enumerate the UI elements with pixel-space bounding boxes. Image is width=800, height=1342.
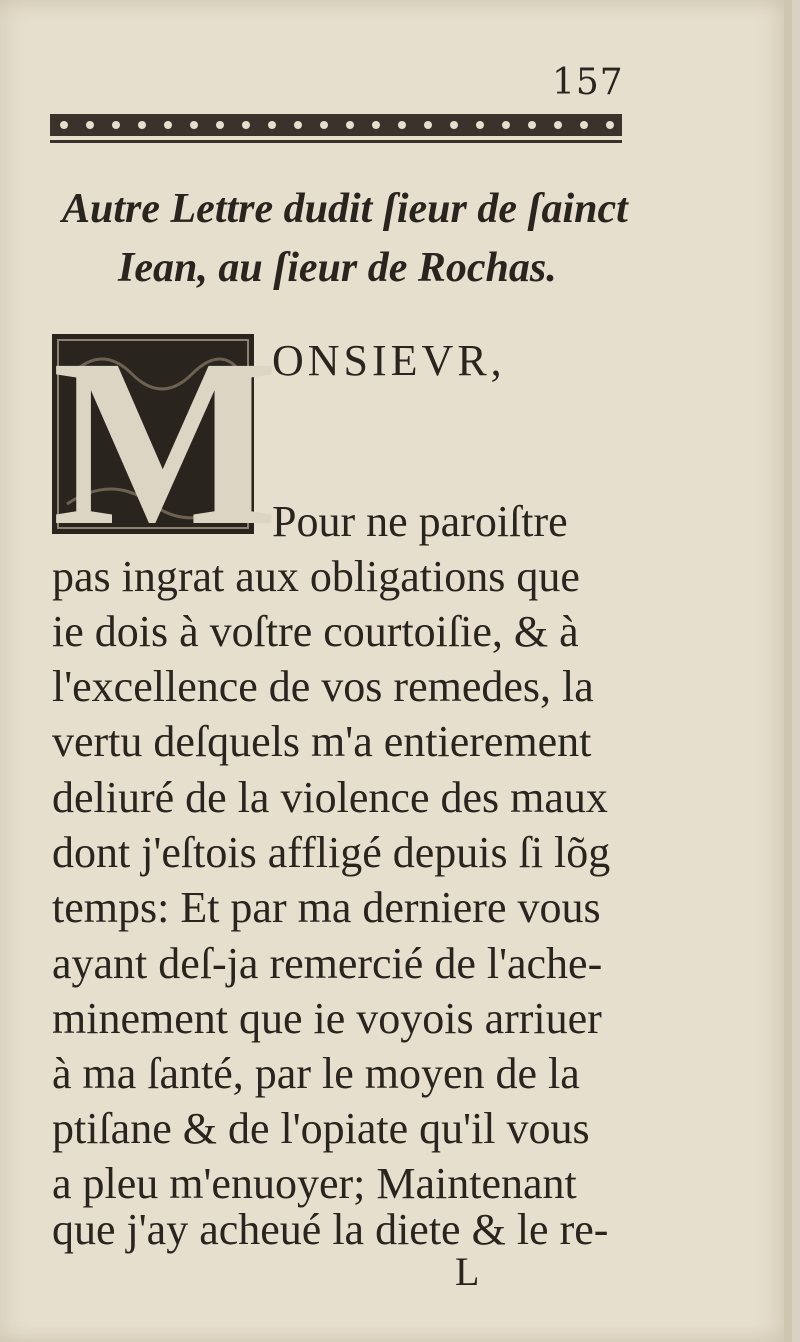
body-line: minement que ie voyois arriuer xyxy=(52,994,602,1043)
body-line: pas ingrat aux obligations que xyxy=(52,552,580,601)
body-line: l'excellence de vos remedes, la xyxy=(52,662,594,711)
body-line: temps: Et par ma derniere vous xyxy=(52,883,601,932)
body-line: dont j'eſtois affligé depuis ſi lõg xyxy=(52,828,611,877)
letter-heading-line-1: Autre Lettre dudit ſieur de ſainct xyxy=(62,186,628,232)
body-line: vertu deſquels m'a entierement xyxy=(52,717,592,766)
body-line: ptiſane & de l'opiate qu'il vous xyxy=(52,1104,590,1153)
body-line: a pleu m'enuoyer; Maintenant xyxy=(52,1159,577,1208)
letter-heading-line-2: Iean, au ſieur de Rochas. xyxy=(118,245,557,291)
body-line: Pour ne paroiſtre xyxy=(272,497,568,546)
body-line: que j'ay acheué la diete & le re- xyxy=(52,1205,609,1254)
body-line: ayant deſ-ja remercié de l'ache- xyxy=(52,939,603,988)
ornament-band xyxy=(50,110,622,150)
page-number: 157 xyxy=(552,62,624,103)
catchword: L xyxy=(455,1249,480,1294)
page-edge xyxy=(784,0,792,1342)
body-line: deliuré de la violence des maux xyxy=(52,773,608,822)
drop-cap-block xyxy=(52,309,279,575)
drop-cap-letter: M xyxy=(52,309,279,575)
body-line: ie dois à voſtre courtoiſie, & à xyxy=(52,607,579,656)
body-line: à ma ſanté, par le moyen de la xyxy=(52,1049,580,1098)
salutation: ONSIEVR, xyxy=(272,336,506,385)
